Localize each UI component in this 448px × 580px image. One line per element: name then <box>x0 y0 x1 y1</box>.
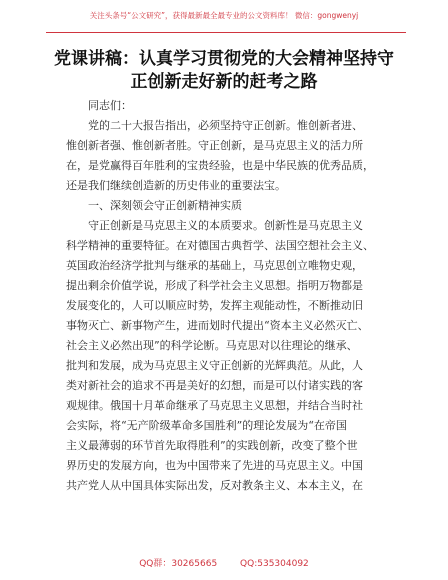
text-line: 在，是党赢得百年胜利的宝贵经验，也是中华民族的优秀品质， <box>66 159 374 172</box>
text-line: 惟创新者强、惟创新者胜。守正创新，是马克思主义的活力所 <box>66 139 363 152</box>
paragraph-intro <box>66 116 396 196</box>
document-body <box>66 96 396 496</box>
header-banner: 关注头条号“公文研究”，获得最新最全最专业的公文资料库！ 微信：gongwenyj <box>89 11 359 20</box>
footer-qq: QQ:535304092 <box>240 559 309 569</box>
text-line: 社会主义必然出现”的科学论断。马克思对以往理论的继承、 <box>66 339 358 352</box>
salutation: 同志们： <box>88 99 132 112</box>
document-title <box>0 48 448 94</box>
text-line: 事物灭亡、新事物产生，进而划时代提出“资本主义必然灭亡、 <box>66 319 369 332</box>
footer-qq-group: QQ群：30265665 <box>139 559 218 569</box>
text-line: 批判和发展，成为马克思主义守正创新的光辉典范。从此，人 <box>66 359 363 372</box>
text-line: 科学精神的重要特征。在对德国古典哲学、法国空想社会主义、 <box>66 239 374 252</box>
text-line: 界历史的发展方向，也为中国带来了先进的马克思主义。中国 <box>66 459 363 472</box>
text-line: 共产党人从中国具体实际出发，反对教条主义、本本主义，在 <box>66 479 363 492</box>
text-line: 观规律。俄国十月革命继承了马克思主义思想，并结合当时社 <box>66 399 363 412</box>
text-line: 提出剩余价值学说，形成了科学社会主义思想。指明万物都是 <box>66 279 363 292</box>
text-line: 发展变化的，人可以顺应时势，发挥主观能动性，不断推动旧 <box>66 299 363 312</box>
paragraph-body <box>66 216 396 496</box>
text-line: 类对新社会的追求不再是美好的幻想，而是可以付诸实践的客 <box>66 379 363 392</box>
section-heading: 一、深刻领会守正创新精神实质 <box>88 199 242 212</box>
text-line: 还是我们继续创造新的历史伟业的重要法宝。 <box>66 179 286 192</box>
footer <box>0 556 448 569</box>
text-line: 会实际，将“无产阶级革命多国胜利”的理论发展为“在帝国 <box>66 419 347 432</box>
text-line: 主义最薄弱的环节首先取得胜利”的实践创新，改变了整个世 <box>66 439 358 452</box>
text-line: 英国政治经济学批判与继承的基础上，马克思创立唯物史观， <box>66 259 363 272</box>
title-line: 正创新走好新的赶考之路 <box>130 72 318 92</box>
text-line: 党的二十大报告指出，必须坚持守正创新。惟创新者进、 <box>66 119 363 132</box>
title-line: 党课讲稿：认真学习贯彻党的大会精神坚持守 <box>54 49 394 69</box>
header-divider <box>46 32 406 33</box>
text-line: 守正创新是马克思主义的本质要求。创新性是马克思主义 <box>66 219 363 232</box>
